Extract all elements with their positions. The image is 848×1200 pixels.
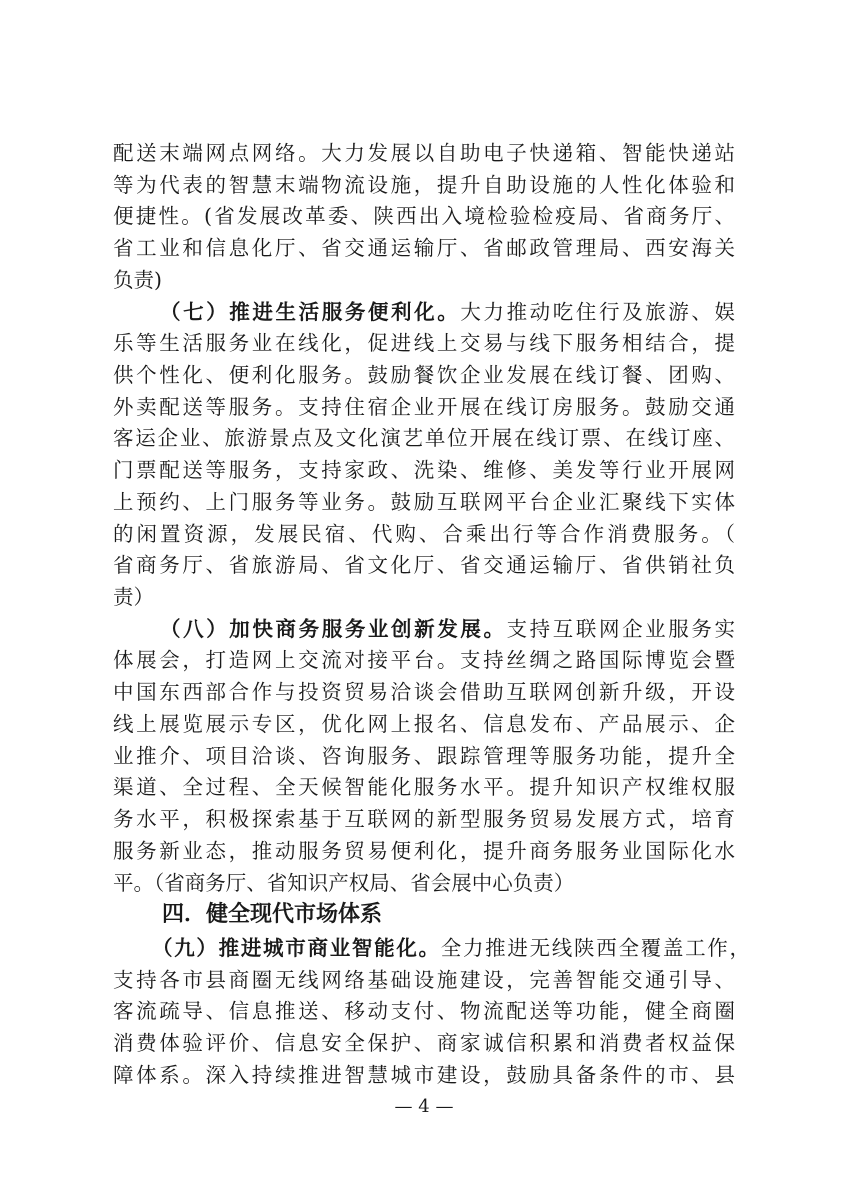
- p4-line-5: 障体系。深入持续推进智慧城市建设，鼓励具备条件的市、县: [113, 1062, 735, 1087]
- p3-line-9: 平。（省商务厅、省知识产权局、省会展中心负责）: [113, 870, 575, 895]
- p4-line-3: 客流疏导、信息推送、移动支付、物流配送等功能，健全商圈: [113, 999, 735, 1024]
- p3-line-1-rest: 支持互联网企业服务实: [506, 616, 735, 641]
- p2-title: （七）推进生活服务便利化。: [160, 299, 461, 324]
- p3-line-2: 体展会，打造网上交流对接平台。支持丝绸之路国际博览会暨: [113, 648, 735, 673]
- p2-line-3: 供个性化、便利化服务。鼓励餐饮企业发展在线订餐、团购、: [113, 363, 735, 388]
- section-heading: 四．健全现代市场体系: [162, 902, 383, 928]
- p2-line-7: 上预约、上门服务等业务。鼓励互联网平台企业汇聚线下实体: [113, 489, 735, 514]
- p2-line-5: 客运企业、旅游景点及文化演艺单位开展在线订票、在线订座、: [113, 426, 735, 451]
- p1-line-2: 等为代表的智慧末端物流设施，提升自助设施的人性化体验和: [113, 172, 735, 197]
- p3-line-7: 务水平，积极探索基于互联网的新型服务贸易发展方式，培育: [113, 807, 735, 832]
- p2-line-9: 省商务厅、省旅游局、省文化厅、省交通运输厅、省供销社负: [113, 553, 735, 578]
- p2-line-1-rest: 大力推动吃住行及旅游、娱: [460, 299, 736, 324]
- p4-line-4: 消费体验评价、信息安全保护、商家诚信积累和消费者权益保: [113, 1030, 735, 1055]
- p3-line-3: 中国东西部合作与投资贸易洽谈会借助互联网创新升级，开设: [113, 680, 735, 705]
- p2-line-10: 责）: [113, 585, 154, 610]
- p4-title: （九）推进城市商业智能化。: [152, 935, 441, 960]
- p3-title: （八）加快商务服务业创新发展。: [160, 616, 507, 641]
- p3-line-6: 渠道、全过程、全天候智能化服务水平。提升知识产权维权服: [113, 775, 735, 800]
- p1-line-1: 配送末端网点网络。大力发展以自助电子快递箱、智能快递站: [113, 141, 735, 165]
- p2-line-6: 门票配送等服务，支持家政、洗染、维修、美发等行业开展网: [113, 458, 735, 483]
- page-number: — 4 —: [394, 1096, 454, 1117]
- p1-line-5: 负责): [113, 267, 162, 292]
- p2-line-4: 外卖配送等服务。支持住宿企业开展在线订房服务。鼓励交通: [113, 394, 735, 419]
- p3-line-4: 线上展览展示专区，优化网上报名、信息发布、产品展示、企: [113, 711, 735, 736]
- p1-line-4: 省工业和信息化厅、省交通运输厅、省邮政管理局、西安海关: [113, 236, 735, 261]
- p4-line-2: 支持各市县商圈无线网络基础设施建设，完善智能交通引导、: [113, 967, 735, 992]
- p2-line-8: 的闲置资源，发展民宿、代购、合乘出行等合作消费服务。（: [113, 521, 735, 546]
- p3-line-5: 业推介、项目洽谈、咨询服务、跟踪管理等服务功能，提升全: [113, 743, 735, 768]
- p4-line-1: [152, 931, 750, 965]
- p2-line-1: [160, 295, 735, 329]
- p3-line-1: [160, 612, 735, 646]
- p4-line-1-rest: 全力推进无线陕西全覆盖工作，: [440, 935, 750, 960]
- p1-line-3: 便捷性。(省发展改革委、陕西出入境检验检疫局、省商务厅、: [113, 204, 735, 229]
- p3-line-8: 服务新业态，推动服务贸易便利化，提升商务服务业国际化水: [113, 838, 735, 863]
- p2-line-2: 乐等生活服务业在线化，促进线上交易与线下服务相结合，提: [113, 331, 735, 356]
